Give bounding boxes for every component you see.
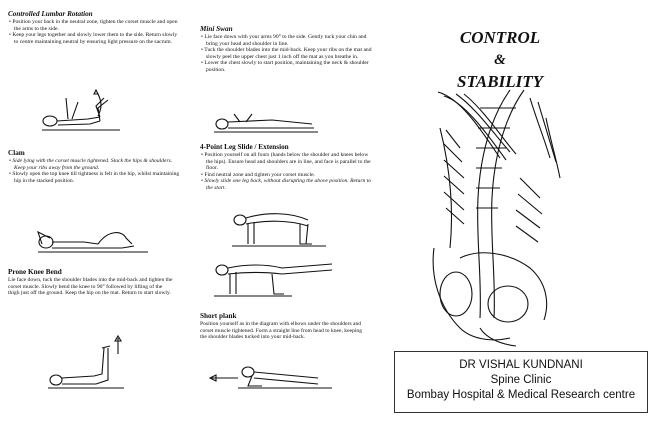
hospital-name: Bombay Hospital & Medical Research centre <box>406 389 636 401</box>
section-title: Short plank <box>200 312 237 320</box>
cover-title-line-2: STABILITY <box>457 72 543 91</box>
short-plank-figure <box>208 362 338 392</box>
instruction-bullet: • Side lying with the corset muscle tightened. Stack the hips & shoulders. Keep your ribs away from the ground. <box>8 158 180 171</box>
section-title: Mini Swan <box>200 25 233 33</box>
section-mini-swan <box>200 25 372 74</box>
instruction-bullet: • Slowly slide one leg back, without disrupting the above position. Return to the start. <box>200 178 372 191</box>
section-four-point-leg-slide <box>200 143 372 192</box>
cover-title-ampersand: & <box>494 52 506 68</box>
instruction-bullet: • Slowly open the top knee till tightness is felt in the hip, whilst maintaining hip in the stacked position. <box>8 171 180 184</box>
clam-figure <box>36 222 151 254</box>
four-point-figure-extension <box>212 260 342 300</box>
section-clam <box>8 149 180 184</box>
section-title: 4-Point Leg Slide / Extension <box>200 143 289 151</box>
instruction-bullet: • Lie face down with your arms 90° to the side. Gently tuck your chin and bring your head and shoulder in line. <box>200 34 372 47</box>
clinic-name: Spine Clinic <box>490 374 552 386</box>
instruction-paragraph: Lie face down, tuck the shoulder blades into the mid-back and tighten the corset muscle. Slowly bend the knee to 90° followed by lifting of the thigh just off the ground. Keep the hip on the mat. Return to start slowly. <box>8 277 173 297</box>
section-title: Clam <box>8 149 25 157</box>
cover-title-line-1: CONTROL <box>459 28 541 47</box>
four-point-figure-start <box>230 210 330 250</box>
doctor-name: DR VISHAL KUNDNANI <box>459 359 583 371</box>
instruction-bullet: • Find neutral zone and tighten your corset muscle. <box>200 172 372 179</box>
prone-knee-bend-figure <box>46 334 126 392</box>
doctor-contact-box <box>394 351 648 413</box>
anatomical-torso-illustration <box>420 88 570 350</box>
instruction-bullet: • Position yourself on all fours (hands below the shoulder and knees below the hips). Ensure head and shoulders are in line, and face is parallel to the floor. <box>200 152 372 172</box>
section-short-plank <box>200 312 365 341</box>
section-controlled-lumbar-rotation <box>8 10 180 45</box>
section-title: Controlled Lumbar Rotation <box>8 10 93 18</box>
instruction-paragraph: Position yourself as in the diagram with elbows under the shoulders and corset muscle tightened. Form a straight line from head to knee, keeping the shoulder blades tucked into your mid-back. <box>200 321 363 341</box>
instruction-bullet: • Tuck the shoulder blades into the mid-back. Keep your ribs on the mat and slowly peel the upper chest just 1 inch off the mat as you breathe in. <box>200 47 372 60</box>
instruction-bullet: • Position your back in the neutral zone, tighten the corset muscle and open the arms to the side. <box>8 19 180 32</box>
instruction-bullet: • Lower the chest slowly to start position, maintaining the neck & shoulder position. <box>200 60 372 73</box>
mini-swan-figure <box>212 108 322 136</box>
lumbar-rotation-figure <box>38 88 128 133</box>
instruction-bullet: • Keep your legs together and slowly lower them to the side. Return slowly to centre maintaining neutral by ensuring light pressure on the sacrum. <box>8 32 180 45</box>
section-prone-knee-bend <box>8 268 173 297</box>
section-title: Prone Knee Bend <box>8 268 62 276</box>
